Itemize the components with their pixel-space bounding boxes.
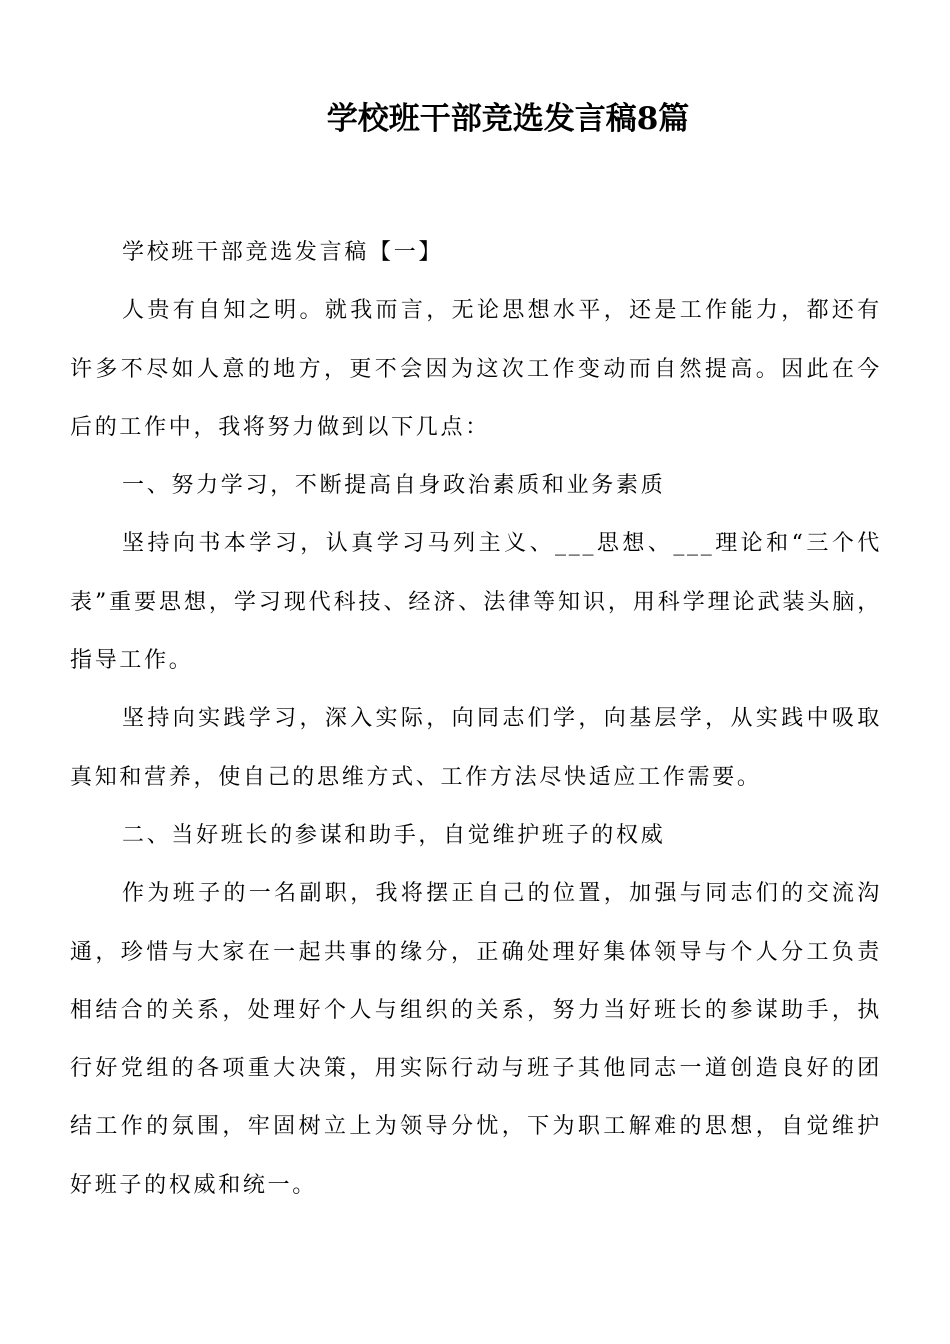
paragraph-deputy-role: 作为班子的一名副职，我将摆正自己的位置，加强与同志们的交流沟通，珍惜与大家在一起共事的缘分，正确处理好集体领导与个人分工负责相结合的关系，处理好个人与组织的关系，努力当好班长的参谋助手，执行好党组的各项重大决策，用实际行动与班子其他同志一道创造良好的团结工作的氛围，牢固树立上为领导分忧，下为职工解难的思想，自觉维护好班子的权威和统一。: [70, 881, 882, 1198]
paragraph-practice-study: 坚持向实践学习，深入实际，向同志们学，向基层学，从实践中吸取真知和营养，使自己的思维方式、工作方法尽快适应工作需要。: [70, 706, 882, 790]
point-heading-2: 二、当好班长的参谋和助手，自觉维护班子的权威: [122, 822, 666, 848]
document-title: 学校班干部竞选发言稿8篇: [326, 101, 690, 137]
document-body: [70, 224, 882, 1215]
point-heading-1: 一、努力学习，不断提高自身政治素质和业务素质: [122, 473, 666, 499]
section-heading-1: 学校班干部竞选发言稿【一】: [122, 240, 444, 265]
paragraph-book-study: 坚持向书本学习，认真学习马列主义、___思想、___理论和“三个代表”重要思想，学习现代科技、经济、法律等知识，用科学理论武装头脑，指导工作。: [70, 531, 882, 674]
paragraph-intro: 人贵有自知之明。就我而言，无论思想水平，还是工作能力，都还有许多不尽如人意的地方，更不会因为这次工作变动而自然提高。因此在今后的工作中，我将努力做到以下几点：: [70, 298, 882, 440]
